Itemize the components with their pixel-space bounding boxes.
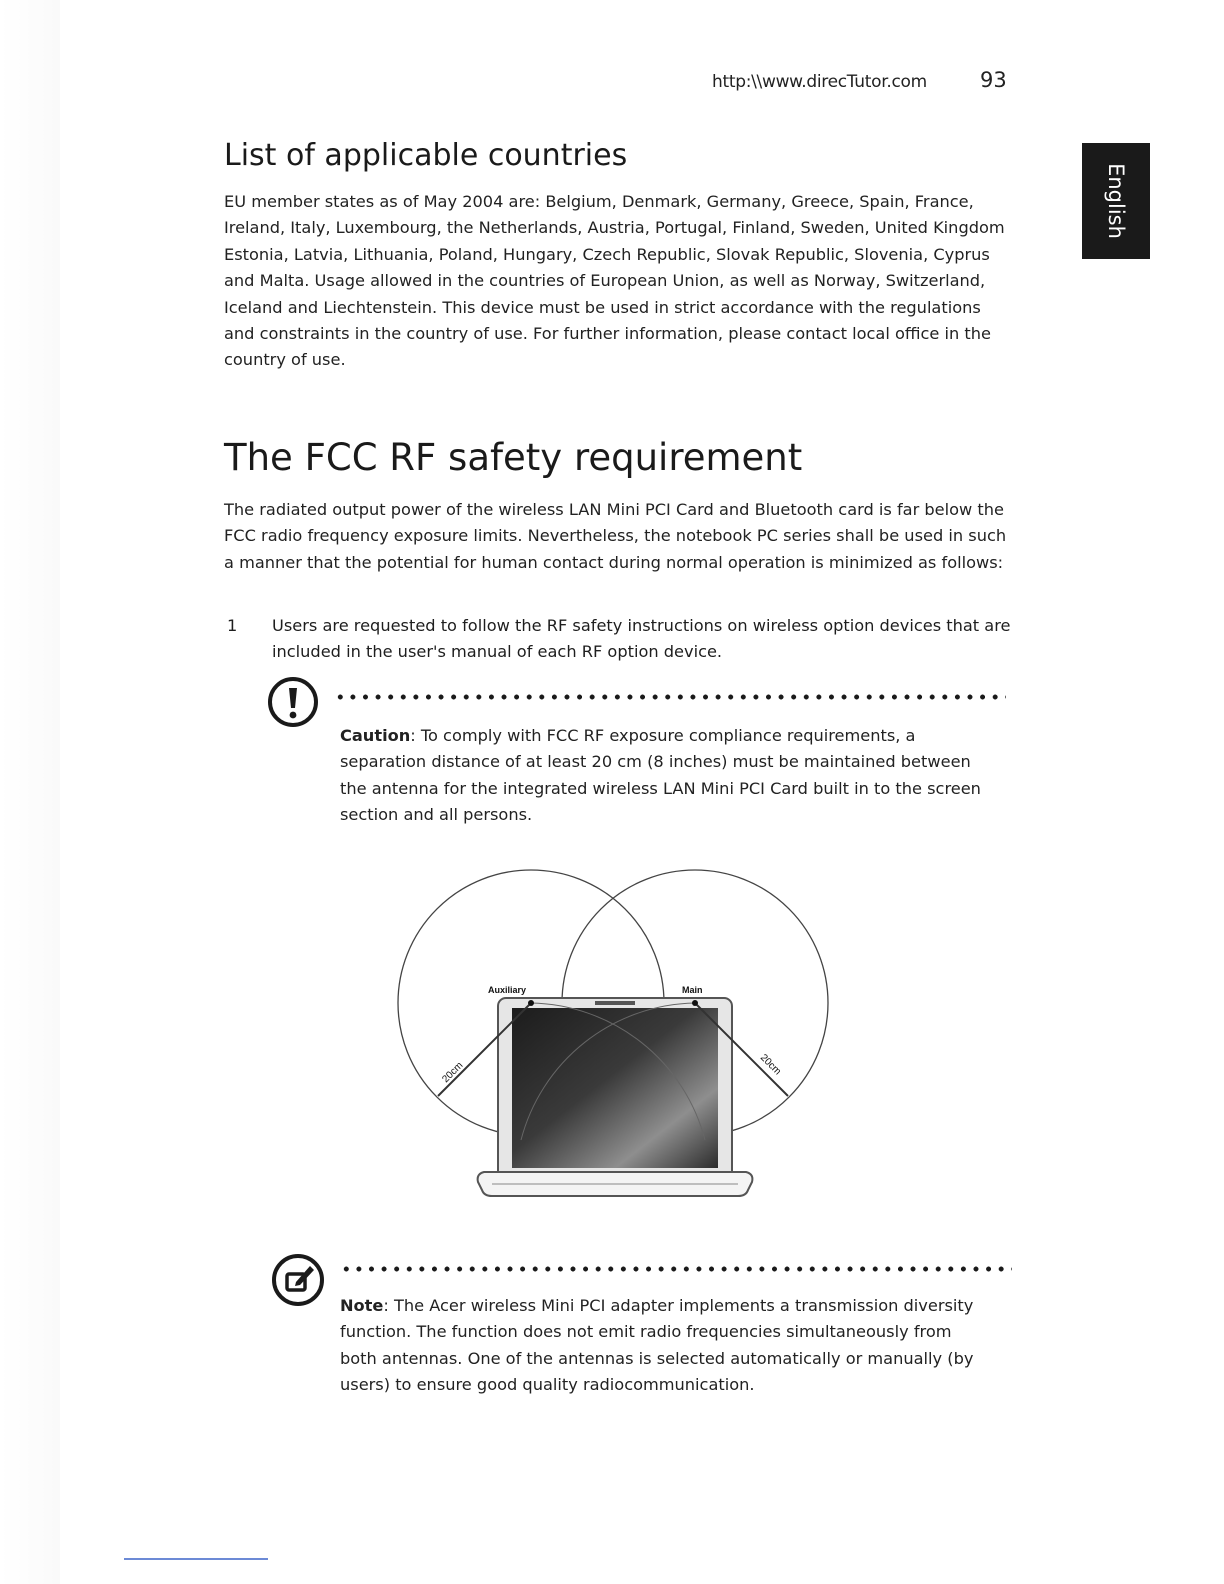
notebook-illustration — [478, 998, 753, 1196]
antenna-diagram — [392, 860, 838, 1210]
page-edge-shade — [0, 0, 60, 1584]
footer-link-underline — [124, 1558, 268, 1560]
antenna-point-main — [692, 1000, 698, 1006]
note-divider — [340, 1265, 1012, 1273]
note-body: : The Acer wireless Mini PCI adapter implements a transmission diversity function. The function does not emit radio frequencies simultaneously from both antennas. One of the antennas is selected automatically or manually (by users) to ensure good quality radiocommunication. — [340, 1296, 974, 1395]
list-item-number: 1 — [227, 616, 238, 635]
fcc-heading: The FCC RF safety requirement — [224, 436, 803, 479]
caution-body: : To comply with FCC RF exposure compliance requirements, a separation distance of at least 20 cm (8 inches) must be maintained between the antenna for the integrated wireless LAN Mini PCI Card built in to the screen section and all persons. — [340, 726, 981, 825]
countries-heading: List of applicable countries — [224, 138, 628, 173]
note-icon — [270, 1252, 326, 1308]
language-tab — [1082, 143, 1150, 259]
antenna-point-auxiliary — [528, 1000, 534, 1006]
note-label: Note — [340, 1296, 384, 1315]
distance-label-left: 20cm — [440, 1060, 466, 1086]
list-item-text: Users are requested to follow the RF safety instructions on wireless option devices that are included in the user's manual of each RF option device. — [272, 616, 1011, 662]
caution-icon — [266, 675, 320, 729]
label-main: Main — [682, 985, 703, 995]
caution-text — [340, 723, 990, 829]
note-text — [340, 1293, 990, 1399]
page-number: 93 — [980, 68, 1007, 92]
label-auxiliary: Auxiliary — [488, 985, 527, 995]
caution-label: Caution — [340, 726, 411, 745]
countries-paragraph: EU member states as of May 2004 are: Belgium, Denmark, Germany, Greece, Spain, France, Ireland, Italy, Luxembourg, the Netherlands, Austria, Portugal, Finland, Sweden, United Kingdom Estonia, Latvia, Lithuania, Poland, Hungary, Czech Republic, Slovak Republic, Slovenia, Cyprus and Malta. Usage allowed in the countries of European Union, as well as Norway, Switzerland, Iceland and Liechtenstein. This device must be used in strict accordance with the regulations and constraints in the country of use. For further information, please contact local office in the country of use. — [224, 192, 1005, 370]
fcc-paragraph: The radiated output power of the wireless LAN Mini PCI Card and Bluetooth card is far below the FCC radio frequency exposure limits. Nevertheless, the notebook PC series shall be used in such a manner that the potential for human contact during normal operation is minimized as follows: — [224, 500, 1007, 572]
language-tab-label: English — [1104, 163, 1128, 239]
caution-divider — [334, 693, 1006, 701]
distance-label-right: 20cm — [757, 1052, 783, 1078]
header-url: http:\\www.direcTutor.com — [712, 72, 927, 92]
